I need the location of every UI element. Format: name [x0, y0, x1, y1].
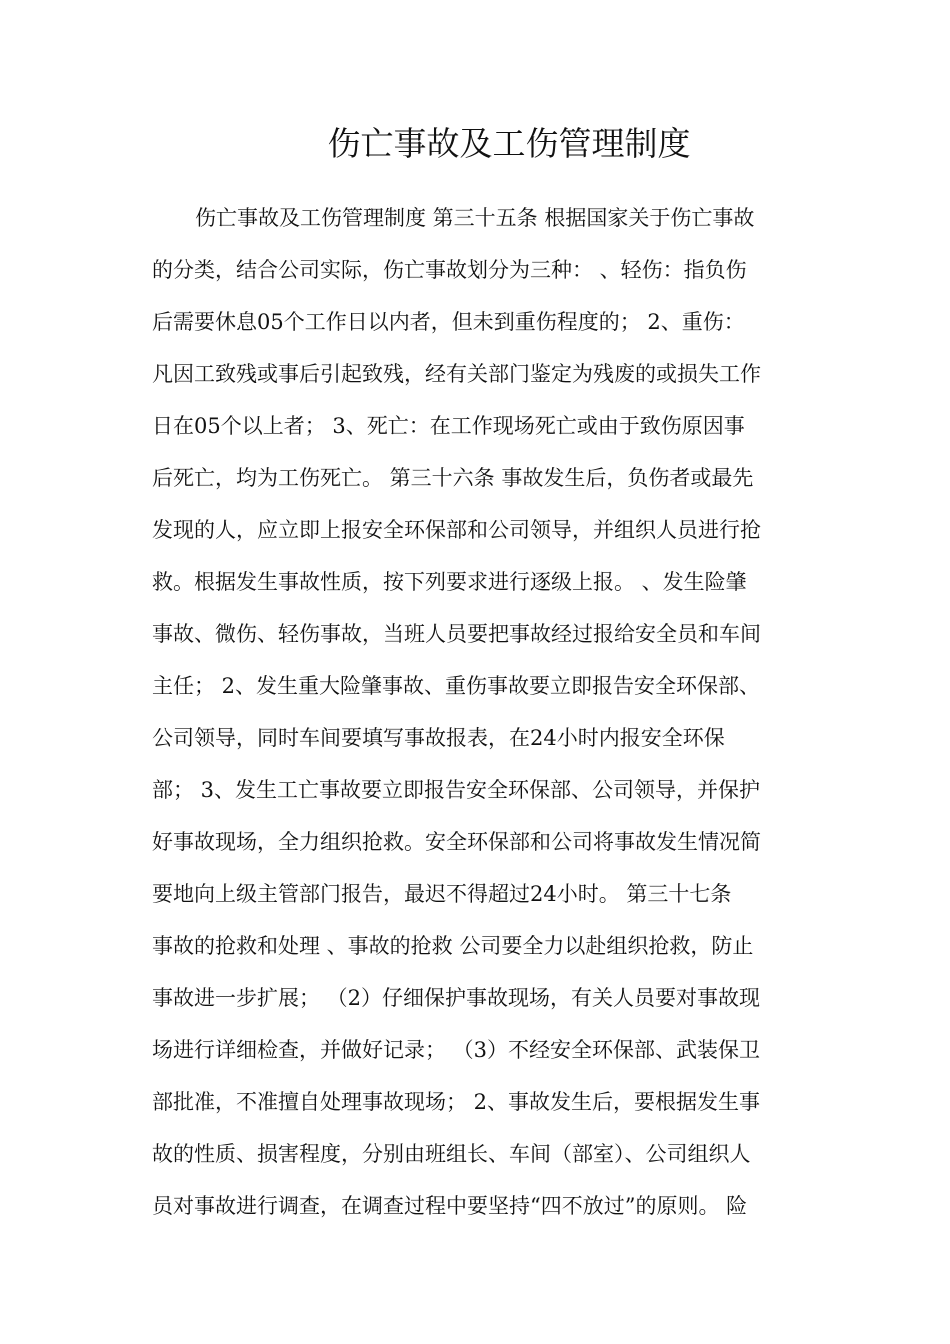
body-line: 故的性质、损害程度，分别由班组长、车间（部室）、公司组织人 — [152, 1142, 751, 1166]
body-line: 救。根据发生事故性质，按下列要求进行逐级上报。 、发生险肇 — [152, 570, 747, 594]
body-line: 事故进一步扩展； （2）仔细保护事故现场，有关人员要对事故现 — [152, 986, 761, 1010]
body-line: 要地向上级主管部门报告，最迟不得超过24小时。 第三十七条 — [152, 882, 732, 906]
body-line: 后死亡，均为工伤死亡。 第三十六条 事故发生后，负伤者或最先 — [152, 466, 754, 490]
body-line: 发现的人，应立即上报安全环保部和公司领导，并组织人员进行抢 — [152, 518, 761, 542]
body-line: 部； 3、发生工亡事故要立即报告安全环保部、公司领导，并保护 — [152, 778, 761, 802]
body-line: 伤亡事故及工伤管理制度 第三十五条 根据国家关于伤亡事故 — [195, 206, 755, 230]
body-line: 公司领导，同时车间要填写事故报表，在24小时内报安全环保 — [152, 726, 725, 750]
body-line: 后需要休息05个工作日以内者，但未到重伤程度的； 2、重伤： — [152, 310, 745, 334]
body-line: 凡因工致残或事后引起致残，经有关部门鉴定为残废的或损失工作 — [152, 362, 761, 386]
document-title: 伤亡事故及工伤管理制度 — [327, 124, 691, 163]
body-line: 员对事故进行调查，在调查过程中要坚持“四不放过”的原则。 险 — [152, 1194, 748, 1218]
body-line: 部批准，不准擅自处理事故现场； 2、事故发生后，要根据发生事 — [152, 1090, 761, 1114]
body-line: 场进行详细检查，并做好记录； （3）不经安全环保部、武装保卫 — [152, 1038, 761, 1062]
body-line: 事故、微伤、轻伤事故，当班人员要把事故经过报给安全员和车间 — [152, 622, 761, 646]
body-line: 的分类，结合公司实际，伤亡事故划分为三种： 、轻伤：指负伤 — [152, 258, 747, 282]
body-line: 主任； 2、发生重大险肇事故、重伤事故要立即报告安全环保部、 — [152, 674, 761, 698]
body-line: 事故的抢救和处理 、事故的抢救 公司要全力以赴组织抢救，防止 — [152, 934, 754, 958]
document-body — [152, 192, 802, 1232]
body-line: 日在05个以上者； 3、死亡：在工作现场死亡或由于致伤原因事 — [152, 414, 745, 438]
body-line: 好事故现场，全力组织抢救。安全环保部和公司将事故发生情况简 — [152, 830, 761, 854]
